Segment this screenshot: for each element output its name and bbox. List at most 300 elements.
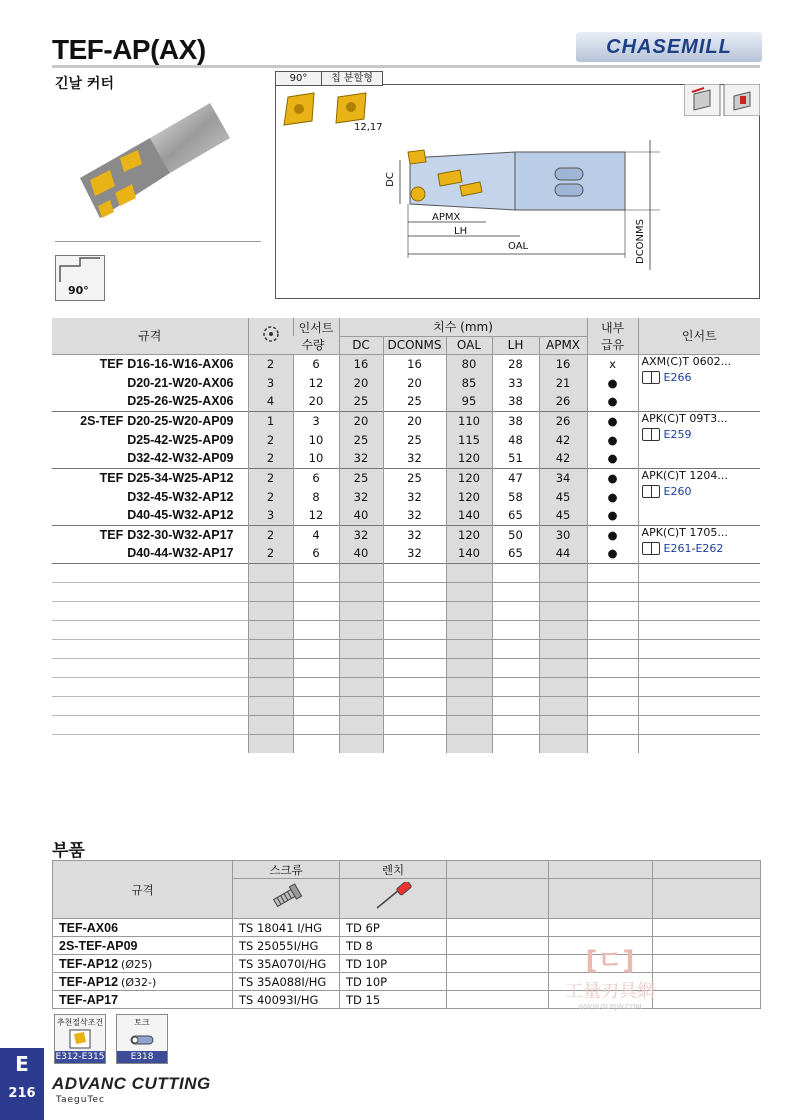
- cell-apmx: 21: [539, 373, 587, 392]
- empty-cell: [539, 715, 587, 734]
- cell-apmx: 30: [539, 525, 587, 544]
- cell-oal: 140: [446, 506, 492, 525]
- empty-cell: [293, 563, 339, 582]
- cutting-direction-icons: [684, 84, 760, 116]
- empty-row: [52, 658, 760, 677]
- parts-empty-cell: [447, 973, 549, 991]
- parts-wrench-cell: TD 6P: [340, 919, 447, 937]
- empty-cell: [587, 639, 638, 658]
- cell-oal: 120: [446, 468, 492, 487]
- dconms-dim-label: DCONMS: [635, 218, 647, 265]
- empty-row: [52, 582, 760, 601]
- empty-row: [52, 734, 760, 753]
- tool-dimension-drawing: [380, 140, 760, 280]
- empty-cell: [539, 563, 587, 582]
- spec-code: D20-25-W20-AP09: [127, 413, 234, 428]
- insert-page-ref[interactable]: [642, 485, 692, 498]
- cell-dc: 32: [339, 525, 383, 544]
- cell-oal: 140: [446, 544, 492, 563]
- cutting-conditions-ref[interactable]: [54, 1014, 106, 1064]
- parts-wrench-cell: TD 8: [340, 937, 447, 955]
- empty-cell: [248, 582, 293, 601]
- cell-z: 2: [248, 354, 293, 373]
- empty-cell: [587, 563, 638, 582]
- empty-cell: [492, 715, 539, 734]
- cell-coolant: ●: [587, 373, 638, 392]
- torque-ref[interactable]: [116, 1014, 168, 1064]
- parts-empty-cell: [447, 919, 549, 937]
- cell-apmx: 42: [539, 449, 587, 468]
- taegutec-logo: TaeguTec: [56, 1095, 105, 1105]
- parts-empty-icon-cell: [653, 879, 761, 919]
- cell-z: 2: [248, 525, 293, 544]
- watermark-glyph: [ㄷ]: [585, 946, 635, 976]
- cell-dc: 25: [339, 468, 383, 487]
- lh-header: LH: [492, 336, 539, 354]
- empty-cell: [383, 696, 446, 715]
- spec-code-cell: [52, 544, 248, 563]
- insert-name: APK(C)T 1705...: [641, 525, 728, 539]
- coolant-header-top: 내부: [587, 318, 638, 336]
- empty-cell: [638, 563, 760, 582]
- spec-code-cell: [52, 392, 248, 411]
- watermark: [545, 940, 675, 1010]
- empty-cell: [638, 677, 760, 696]
- oal-header: OAL: [446, 336, 492, 354]
- cell-z: 4: [248, 392, 293, 411]
- cell-dconms: 32: [383, 506, 446, 525]
- empty-cell: [293, 601, 339, 620]
- empty-cell: [492, 563, 539, 582]
- cell-oal: 85: [446, 373, 492, 392]
- spec-code-cell: [52, 468, 248, 487]
- spec-code: D40-45-W32-AP12: [127, 508, 234, 523]
- spec-code: D32-42-W32-AP09: [127, 451, 234, 466]
- insert-page-number: E260: [663, 484, 692, 498]
- parts-row: [53, 919, 761, 937]
- table-row: [52, 525, 760, 544]
- cell-lh: 38: [492, 411, 539, 430]
- cell-coolant: ●: [587, 449, 638, 468]
- empty-cell: [638, 582, 760, 601]
- parts-empty-header: [549, 861, 653, 879]
- cell-qty: 12: [293, 506, 339, 525]
- spec-code-cell: [52, 354, 248, 373]
- empty-cell: [539, 696, 587, 715]
- dconms-header: DCONMS: [383, 336, 446, 354]
- cell-lh: 65: [492, 544, 539, 563]
- cell-z: 3: [248, 373, 293, 392]
- empty-cell: [383, 639, 446, 658]
- empty-cell: [383, 620, 446, 639]
- spec-code: D32-30-W32-AP17: [127, 527, 234, 542]
- parts-code: TEF-AP17: [59, 992, 119, 1007]
- empty-cell: [339, 734, 383, 753]
- page-number: 216: [8, 1086, 36, 1101]
- cell-dc: 20: [339, 411, 383, 430]
- empty-cell: [248, 601, 293, 620]
- cell-coolant: x: [587, 354, 638, 373]
- series-prefix: TEF: [99, 356, 124, 371]
- empty-cell: [293, 696, 339, 715]
- parts-code-note: (Ø32-): [121, 975, 157, 989]
- insert-qty-header-bottom: 수량: [293, 336, 339, 354]
- empty-cell: [446, 677, 492, 696]
- insert-page-separator: -: [691, 541, 696, 555]
- parts-empty-cell: [653, 919, 761, 937]
- empty-cell: [339, 677, 383, 696]
- empty-cell: [293, 715, 339, 734]
- spec-code: D40-44-W32-AP17: [127, 546, 234, 561]
- cell-z: 2: [248, 449, 293, 468]
- empty-cell: [638, 696, 760, 715]
- empty-row: [52, 677, 760, 696]
- cell-dconms: 32: [383, 487, 446, 506]
- parts-code-cell: [53, 937, 233, 955]
- cell-lh: 65: [492, 506, 539, 525]
- series-prefix: 2S-TEF: [80, 413, 124, 428]
- image-divider: [55, 241, 261, 242]
- cell-dc: 16: [339, 354, 383, 373]
- spec-code: D25-42-W25-AP09: [127, 432, 234, 447]
- cell-dc: 40: [339, 544, 383, 563]
- empty-cell: [638, 639, 760, 658]
- cell-dc: 40: [339, 506, 383, 525]
- cell-dc: 20: [339, 373, 383, 392]
- cell-dc: 32: [339, 487, 383, 506]
- cell-oal: 110: [446, 411, 492, 430]
- empty-cell: [383, 658, 446, 677]
- parts-wrench-cell: TD 10P: [340, 955, 447, 973]
- parts-code-cell: [53, 991, 233, 1009]
- cell-coolant: ●: [587, 411, 638, 430]
- parts-empty-icon-cell: [447, 879, 549, 919]
- cell-dconms: 25: [383, 468, 446, 487]
- cell-dconms: 25: [383, 430, 446, 449]
- cell-apmx: 42: [539, 430, 587, 449]
- cell-qty: 10: [293, 449, 339, 468]
- empty-cell: [248, 639, 293, 658]
- parts-empty-cell: [549, 919, 653, 937]
- empty-cell: [339, 639, 383, 658]
- cell-apmx: 45: [539, 487, 587, 506]
- insert-page-ref[interactable]: [642, 371, 692, 384]
- cell-coolant: ●: [587, 468, 638, 487]
- empty-cell: [339, 582, 383, 601]
- empty-cell: [248, 620, 293, 639]
- empty-cell: [52, 601, 248, 620]
- cell-lh: 33: [492, 373, 539, 392]
- empty-row: [52, 563, 760, 582]
- empty-cell: [492, 658, 539, 677]
- empty-cell: [248, 696, 293, 715]
- screw-header: 스크류: [233, 861, 340, 879]
- parts-screw-cell: TS 18041 I/HG: [233, 919, 340, 937]
- watermark-cn: 工量刃具網: [565, 981, 655, 1002]
- cell-oal: 115: [446, 430, 492, 449]
- empty-cell: [52, 658, 248, 677]
- parts-code: 2S-TEF-AP09: [59, 938, 138, 953]
- torque-page: E318: [117, 1051, 167, 1063]
- empty-cell: [446, 639, 492, 658]
- empty-cell: [587, 696, 638, 715]
- cell-apmx: 26: [539, 392, 587, 411]
- page-subtitle: 긴날 커터: [55, 76, 114, 92]
- empty-cell: [248, 677, 293, 696]
- cell-lh: 51: [492, 449, 539, 468]
- cell-dconms: 32: [383, 525, 446, 544]
- cell-dc: 32: [339, 449, 383, 468]
- cell-qty: 20: [293, 392, 339, 411]
- insert-page-ref[interactable]: [642, 542, 724, 555]
- empty-cell: [587, 734, 638, 753]
- spec-table-body: [52, 354, 760, 753]
- empty-cell: [52, 677, 248, 696]
- spec-code-cell: [52, 411, 248, 430]
- empty-cell: [492, 677, 539, 696]
- empty-cell: [539, 582, 587, 601]
- angle-label: 90°: [68, 284, 89, 297]
- empty-cell: [446, 601, 492, 620]
- cell-oal: 120: [446, 449, 492, 468]
- cell-coolant: ●: [587, 544, 638, 563]
- empty-cell: [339, 715, 383, 734]
- spec-code-cell: [52, 487, 248, 506]
- parts-empty-icon-cell: [549, 879, 653, 919]
- empty-cell: [248, 658, 293, 677]
- insert-group-cell: [638, 354, 760, 411]
- apmx-dim-label: APMX: [432, 212, 461, 223]
- parts-screw-cell: TS 35A088I/HG: [233, 973, 340, 991]
- cell-coolant: ●: [587, 506, 638, 525]
- empty-cell: [539, 620, 587, 639]
- cell-apmx: 26: [539, 411, 587, 430]
- cell-qty: 8: [293, 487, 339, 506]
- empty-cell: [539, 601, 587, 620]
- parts-code: TEF-AX06: [59, 920, 119, 935]
- insert-name: AXM(C)T 0602...: [641, 354, 732, 368]
- empty-cell: [587, 715, 638, 734]
- empty-cell: [293, 658, 339, 677]
- spec-code-cell: [52, 449, 248, 468]
- insert-name: APK(C)T 09T3...: [641, 411, 728, 425]
- cutting-conditions-label: 추천절삭조건: [56, 1018, 104, 1027]
- empty-cell: [492, 620, 539, 639]
- cell-qty: 10: [293, 430, 339, 449]
- insert-page-number: E266: [663, 370, 692, 384]
- table-row: [52, 354, 760, 373]
- chip-split-label: 칩 분할형: [331, 73, 373, 84]
- empty-cell: [446, 734, 492, 753]
- book-icon: [66, 1028, 94, 1050]
- parts-code: TEF-AP12: [59, 974, 119, 989]
- torque-label: 토크: [134, 1018, 150, 1027]
- catalog-book-icon: [642, 371, 660, 384]
- coolant-header-bottom: 급유: [587, 336, 638, 354]
- cell-dc: 25: [339, 392, 383, 411]
- cell-z: 2: [248, 487, 293, 506]
- gear-icon: [260, 323, 282, 345]
- dc-dim-label: DC: [384, 172, 396, 187]
- empty-cell: [248, 734, 293, 753]
- cell-dconms: 32: [383, 544, 446, 563]
- empty-cell: [339, 620, 383, 639]
- screw-icon: [233, 879, 340, 919]
- cell-apmx: 34: [539, 468, 587, 487]
- parts-empty-header: [447, 861, 549, 879]
- empty-cell: [293, 734, 339, 753]
- cell-z: 1: [248, 411, 293, 430]
- insert-size-codes: 12,17: [354, 122, 383, 133]
- section-letter: E: [15, 1052, 29, 1076]
- empty-cell: [339, 563, 383, 582]
- spec-code: D25-26-W25-AX06: [127, 394, 234, 409]
- cell-dconms: 20: [383, 373, 446, 392]
- insert-page-ref[interactable]: [642, 428, 692, 441]
- empty-cell: [339, 658, 383, 677]
- empty-cell: [492, 734, 539, 753]
- spec-code-cell: [52, 430, 248, 449]
- spec-code: D25-34-W25-AP12: [127, 470, 234, 485]
- empty-cell: [492, 696, 539, 715]
- empty-cell: [446, 696, 492, 715]
- empty-cell: [339, 601, 383, 620]
- empty-cell: [52, 563, 248, 582]
- insert-page-number: E262: [695, 541, 724, 555]
- parts-empty-header: [653, 861, 761, 879]
- empty-cell: [638, 601, 760, 620]
- torque-wrench-icon: [127, 1028, 157, 1050]
- empty-cell: [383, 715, 446, 734]
- empty-cell: [492, 582, 539, 601]
- parts-code-cell: [53, 955, 233, 973]
- cell-oal: 80: [446, 354, 492, 373]
- catalog-book-icon: [642, 485, 660, 498]
- empty-cell: [248, 715, 293, 734]
- cell-lh: 50: [492, 525, 539, 544]
- cell-dconms: 32: [383, 449, 446, 468]
- empty-cell: [52, 582, 248, 601]
- empty-cell: [52, 734, 248, 753]
- parts-code-note: (Ø25): [121, 957, 153, 971]
- empty-cell: [539, 677, 587, 696]
- parts-title: 부품: [52, 841, 85, 861]
- lh-dim-label: LH: [454, 226, 468, 237]
- insert-group-cell: [638, 468, 760, 525]
- cell-lh: 28: [492, 354, 539, 373]
- spec-code-cell: [52, 525, 248, 544]
- empty-cell: [587, 677, 638, 696]
- empty-cell: [52, 639, 248, 658]
- empty-cell: [638, 658, 760, 677]
- cell-z: 3: [248, 506, 293, 525]
- parts-spec-header: 규격: [53, 861, 233, 919]
- watermark-url: WWW.GLRJW.COM: [578, 1003, 642, 1011]
- dc-header: DC: [339, 336, 383, 354]
- cell-coolant: ●: [587, 430, 638, 449]
- cell-dc: 25: [339, 430, 383, 449]
- oal-dim-label: OAL: [508, 241, 529, 252]
- empty-cell: [383, 677, 446, 696]
- empty-cell: [446, 715, 492, 734]
- empty-cell: [539, 658, 587, 677]
- cutting-conditions-page: E312-E315: [55, 1052, 105, 1062]
- insert-90-icon: [278, 87, 322, 131]
- cell-coolant: ●: [587, 392, 638, 411]
- cell-oal: 120: [446, 525, 492, 544]
- parts-wrench-cell: TD 15: [340, 991, 447, 1009]
- cell-qty: 6: [293, 468, 339, 487]
- empty-cell: [446, 658, 492, 677]
- cell-qty: 6: [293, 354, 339, 373]
- series-prefix: TEF: [99, 527, 124, 542]
- empty-cell: [293, 620, 339, 639]
- empty-cell: [248, 563, 293, 582]
- table-row: [52, 468, 760, 487]
- spec-header: 규격: [52, 318, 248, 354]
- parts-screw-cell: TS 35A070I/HG: [233, 955, 340, 973]
- cell-coolant: ●: [587, 487, 638, 506]
- cell-z: 2: [248, 430, 293, 449]
- cell-z: 2: [248, 468, 293, 487]
- spec-code-cell: [52, 506, 248, 525]
- spec-code: D32-45-W32-AP12: [127, 489, 234, 504]
- title-divider: [52, 65, 760, 68]
- cell-dconms: 16: [383, 354, 446, 373]
- empty-cell: [587, 582, 638, 601]
- parts-screw-cell: TS 40093I/HG: [233, 991, 340, 1009]
- spec-code: D20-21-W20-AX06: [127, 375, 234, 390]
- apmx-header: APMX: [539, 336, 587, 354]
- insert-type-header: [275, 71, 383, 86]
- empty-cell: [383, 563, 446, 582]
- wrench-icon: [340, 879, 447, 919]
- empty-cell: [446, 620, 492, 639]
- empty-cell: [52, 715, 248, 734]
- empty-cell: [52, 620, 248, 639]
- catalog-book-icon: [642, 428, 660, 441]
- parts-wrench-cell: TD 10P: [340, 973, 447, 991]
- teeth-count-header: [248, 318, 293, 354]
- cell-lh: 48: [492, 430, 539, 449]
- empty-cell: [638, 715, 760, 734]
- insert-page-number: E261: [663, 541, 692, 555]
- cell-qty: 3: [293, 411, 339, 430]
- empty-row: [52, 601, 760, 620]
- empty-row: [52, 696, 760, 715]
- cell-oal: 120: [446, 487, 492, 506]
- empty-cell: [587, 620, 638, 639]
- series-prefix: TEF: [99, 470, 124, 485]
- section-tab: [0, 1048, 44, 1120]
- insert-qty-header-top: 인서트: [293, 318, 339, 336]
- cell-lh: 38: [492, 392, 539, 411]
- end-mill-product-image: [60, 98, 260, 238]
- spec-code-cell: [52, 373, 248, 392]
- parts-code-cell: [53, 919, 233, 937]
- empty-cell: [446, 563, 492, 582]
- insert-header: 인서트: [638, 318, 760, 354]
- cell-qty: 4: [293, 525, 339, 544]
- empty-cell: [539, 734, 587, 753]
- empty-row: [52, 715, 760, 734]
- empty-cell: [52, 696, 248, 715]
- empty-row: [52, 620, 760, 639]
- wrench-header: 렌치: [340, 861, 447, 879]
- empty-cell: [587, 658, 638, 677]
- insert-page-number: E259: [663, 427, 692, 441]
- parts-empty-cell: [447, 937, 549, 955]
